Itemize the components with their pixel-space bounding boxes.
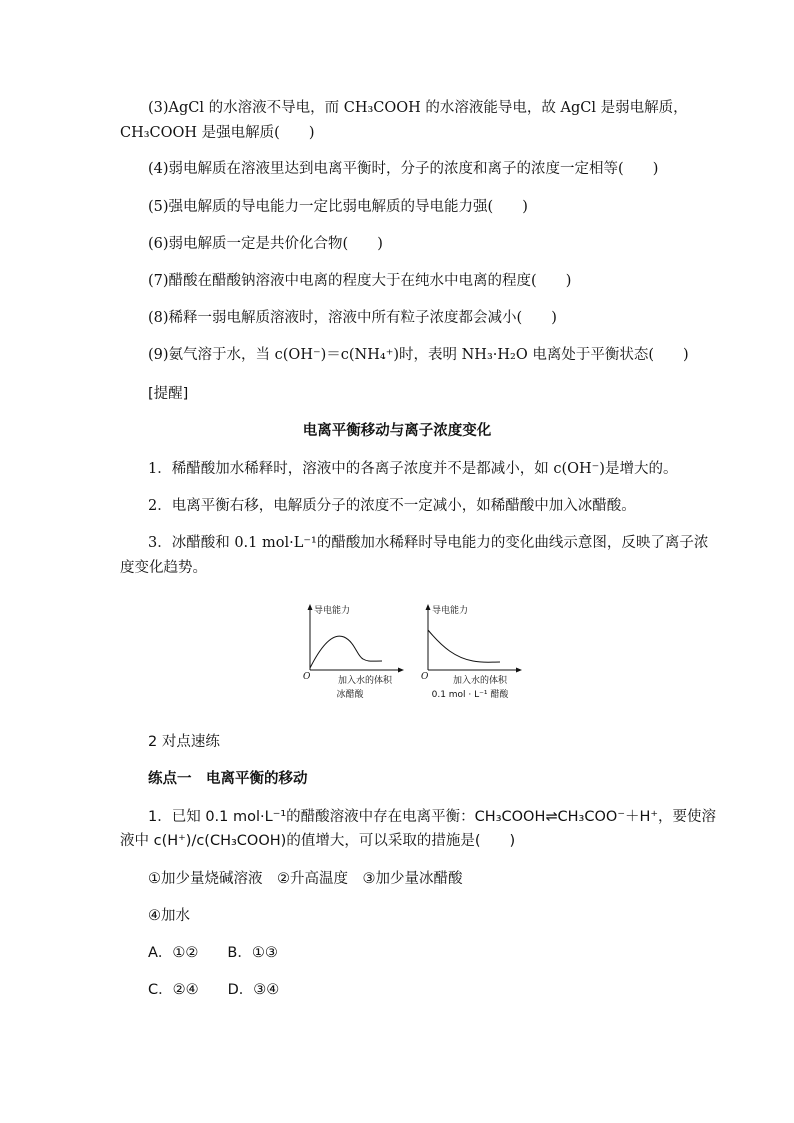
- graph-glacial-acetic-acid: [300, 600, 410, 680]
- section-heading: 2 对点速练: [148, 734, 220, 750]
- y-axis-label: 导电能力: [432, 606, 469, 616]
- question-5: (5)强电解质的导电能力一定比弱电解质的导电能力强( ): [148, 199, 528, 215]
- question-7: (7)醋酸在醋酸钠溶液中电离的程度大于在纯水中电离的程度( ): [148, 273, 572, 289]
- question-9: (9)氨气溶于水，当 c(OH⁻)＝c(NH₄⁺)时，表明 NH₃·H₂O 电离处于平衡状态( ): [148, 347, 689, 363]
- practice-q1-line1: 1．已知 0.1 mol·L⁻¹的醋酸溶液中存在电离平衡：CH₃COOH⇌CH₃COO⁻＋H⁺，要使溶: [148, 809, 717, 825]
- choice-c-d: C．②④ D．③④: [148, 982, 280, 998]
- conductivity-curve: [310, 636, 382, 668]
- question-4: (4)弱电解质在溶液里达到电离平衡时，分子的浓度和离子的浓度一定相等( ): [148, 161, 659, 177]
- y-axis-arrow: [426, 604, 431, 610]
- left-xlabel: 加入水的体积: [337, 676, 392, 686]
- origin-label: O: [421, 672, 429, 680]
- question-3-line2: CH₃COOH 是强电解质( ): [120, 125, 315, 141]
- tip-point-2: 2．电离平衡右移，电解质分子的浓度不一定减小，如稀醋酸中加入冰醋酸。: [148, 498, 636, 514]
- tip-label: [提醒]: [148, 386, 189, 402]
- right-caption: 0.1 mol · L⁻¹ 醋酸: [431, 690, 509, 700]
- question-8: (8)稀释一弱电解质溶液时，溶液中所有粒子浓度都会减小( ): [148, 310, 557, 326]
- tip-title: 电离平衡移动与离子浓度变化: [302, 423, 492, 439]
- practice-q1-line2: 液中 c(H⁺)/c(CH₃COOH)的值增大，可以采取的措施是( ): [120, 833, 516, 849]
- tip-point-1: 1．稀醋酸加水稀释时，溶液中的各离子浓度并不是都减小，如 c(OH⁻)是增大的。: [148, 461, 678, 477]
- origin-label: O: [303, 672, 311, 680]
- question-6: (6)弱电解质一定是共价化合物( ): [148, 236, 383, 252]
- graph-dilute-acetic-acid: [418, 600, 528, 680]
- x-axis-arrow: [516, 668, 522, 673]
- right-xlabel: 加入水的体积: [452, 676, 507, 686]
- question-3-line1: (3)AgCl 的水溶液不导电，而 CH₃COOH 的水溶液能导电，故 AgCl 是弱电解质，: [148, 100, 688, 116]
- conductivity-curve: [428, 630, 500, 662]
- y-axis-label: 导电能力: [314, 606, 351, 616]
- practice-point-heading: 练点一 电离平衡的移动: [148, 771, 308, 787]
- practice-options-line1: ①加少量烧碱溶液 ②升高温度 ③加少量冰醋酸: [148, 871, 463, 887]
- y-axis-arrow: [308, 604, 313, 610]
- tip-point-3-line1: 3．冰醋酸和 0.1 mol·L⁻¹的醋酸加水稀释时导电能力的变化曲线示意图，反映了离子浓: [148, 535, 709, 551]
- tip-point-3-line2: 度变化趋势。: [120, 560, 207, 576]
- practice-options-line2: ④加水: [148, 908, 190, 924]
- x-axis-arrow: [398, 668, 404, 673]
- left-caption: 冰醋酸: [336, 690, 364, 700]
- choice-a-b: A．①② B．①③: [148, 945, 278, 961]
